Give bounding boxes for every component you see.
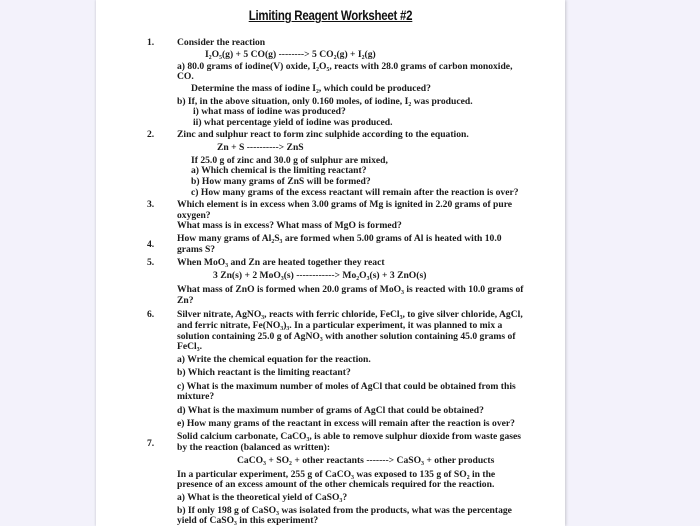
q6-line: solution containing 25.0 g of AgNO₃ with another solution containing 45.0 grams of [177,331,516,342]
q1-line: Determine the mass of iodine I₂, which could be produced? [191,83,431,94]
q3-line: What mass is in excess? What mass of MgO is formed? [177,220,402,231]
q1-equation: I₂O₅(g) + 5 CO(g) --------> 5 CO₂(g) + I₂(g) [205,49,376,60]
q6-line: and ferric nitrate, Fe(NO₃)₃. In a particular experiment, it was planned to mix a [177,320,503,331]
q6-part-c-cont: mixture? [177,391,215,402]
q2-equation: Zn + S ----------> ZnS [217,142,304,153]
question-number-2: 2. [147,129,155,140]
q6-part-c: c) What is the maximum number of moles of AgCl that could be obtained from this [177,381,516,392]
q7-equation: CaCO₃ + SO₂ + other reactants -------> CaSO₃ + other products [237,455,495,466]
q1-line: CO. [177,71,194,82]
q5-line: What mass of ZnO is formed when 20.0 grams of MoO₃ is reacted with 10.0 grams of [177,284,524,295]
q5-line: When MoO₃ and Zn are heated together they react [177,257,385,268]
question-number-1: 1. [147,37,155,48]
q1-part-a: a) 80.0 grams of iodine(V) oxide, I₂O₅, reacts with 28.0 grams of carbon monoxide, [177,61,513,72]
q1-part-b-ii: ii) what percentage yield of iodine was produced. [193,117,393,128]
q7-line: In a particular experiment, 255 g of CaCO₃ was exposed to 135 g of SO₂ in the [177,469,496,480]
q1-part-b: b) If, in the above situation, only 0.160 moles, of iodine, I₂ was produced. [177,96,473,107]
q7-part-a: a) What is the theoretical yield of CaSO₃? [177,492,348,503]
q7-part-b: b) If only 198 g of CaSO₃ was isolated from the products, what was the percentage [177,505,512,516]
q1-part-b-i: i) what mass of iodine was produced? [193,106,346,117]
worksheet-title: Limiting Reagent Worksheet #2 [248,7,413,23]
q2-line: Zinc and sulphur react to form zinc sulphide according to the equation. [177,129,469,140]
q5-line: Zn? [177,295,194,306]
q6-line: Silver nitrate, AgNO₃, reacts with ferric chloride, FeCl₃, to give silver chloride, AgCl, [177,309,523,320]
q6-part-d: d) What is the maximum number of grams of AgCl that could be obtained? [177,405,484,416]
question-number-6: 6. [147,309,155,320]
q7-line: Solid calcium carbonate, CaCO₃, is able to remove sulphur dioxide from waste gases [177,431,521,442]
question-number-7: 7. [147,438,155,449]
q7-part-b-cont: yield of CaSO₃ in this experiment? [177,515,319,526]
question-number-5: 5. [147,257,155,268]
q2-part-b: b) How many grams of ZnS will be formed? [191,176,371,187]
q6-part-e: e) How many grams of the reactant in excess will remain after the reaction is over? [177,418,515,429]
q4-line: How many grams of Al₂S₃ are formed when 5.00 grams of Al is heated with 10.0 [177,233,502,244]
question-number-4: 4. [147,239,155,250]
q5-equation: 3 Zn(s) + 2 MoO₃(s) ------------> Mo₂O₃(s) + 3 ZnO(s) [213,270,427,281]
q2-part-a: a) Which chemical is the limiting reactant? [191,165,367,176]
q6-part-a: a) Write the chemical equation for the reaction. [177,354,371,365]
q7-line: presence of an excess amount of the other chemicals required for the reaction. [177,479,495,490]
q4-line: grams S? [177,244,216,255]
q2-line: If 25.0 g of zinc and 30.0 g of sulphur are mixed, [191,155,388,166]
q7-line: by the reaction (balanced as written): [177,442,331,453]
worksheet-page [96,0,565,526]
q6-line: FeCl₃. [177,341,202,352]
q1-line: Consider the reaction [177,37,266,48]
q6-part-b: b) Which reactant is the limiting reactant? [177,367,351,378]
q3-line: Which element is in excess when 3.00 grams of Mg is ignited in 2.20 grams of pure [177,199,513,210]
q2-part-c: c) How many grams of the excess reactant will remain after the reaction is over? [191,187,519,198]
question-number-3: 3. [147,199,155,210]
q3-line: oxygen? [177,210,211,221]
